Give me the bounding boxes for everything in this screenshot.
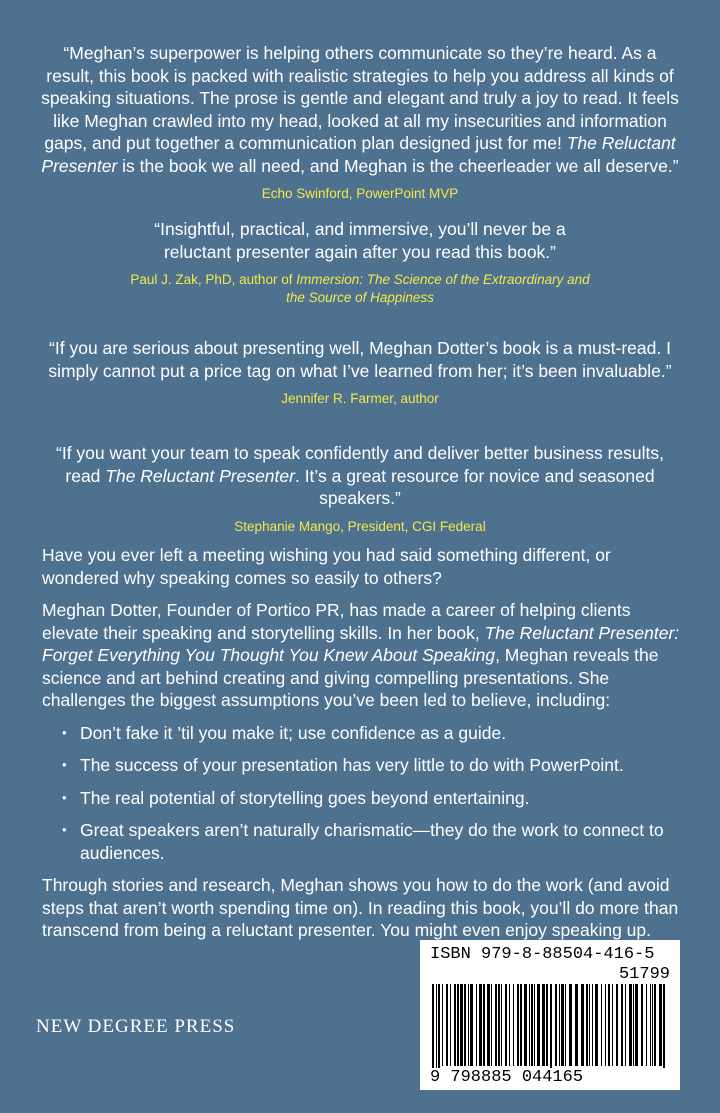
isbn-barcode: [420, 940, 680, 1090]
barcode-bar: [509, 984, 510, 1066]
barcode-bar: [561, 984, 564, 1066]
barcode-bar: [565, 984, 566, 1066]
barcode-bar: [652, 984, 653, 1066]
barcode-bar: [491, 984, 492, 1066]
barcode-bar: [438, 984, 440, 1072]
barcode-bar: [432, 984, 434, 1072]
assumptions-list: [42, 722, 682, 865]
barcode-bar: [470, 984, 473, 1066]
barcode-bar: [498, 984, 500, 1066]
bullet-icon: •: [62, 757, 67, 772]
barcode-bar: [650, 984, 651, 1066]
barcode-bar: [625, 984, 626, 1066]
bullet-icon: •: [62, 822, 67, 837]
barcode-bar: [446, 984, 448, 1066]
barcode-bar: [468, 984, 469, 1066]
price-code: 51799: [618, 965, 670, 984]
barcode-bar: [646, 984, 647, 1066]
barcode-bar: [559, 984, 560, 1066]
barcode-bar: [569, 984, 572, 1066]
quote-stephanie-mango: [40, 442, 680, 536]
quote-echo-swinford: [40, 42, 680, 203]
quote-attribution: Echo Swinford, PowerPoint MVP: [261, 186, 459, 201]
barcode-bar: [495, 984, 497, 1066]
barcode-bar: [550, 984, 552, 1072]
barcode-bar: [633, 984, 634, 1066]
barcode-bar: [436, 984, 437, 1072]
barcode-bar: [641, 984, 643, 1066]
quote-text: “Meghan’s superpower is helping others communicate so they’re heard. As a result, this book is packed with realistic strategies to help you address all kinds of speaking situations. The prose is gentle and elegant and truly a joy to read. It feels like Meghan crawled into my head, looked at all my insecurities and information gaps, and put together a communication plan designed just for me! The Reluctant Presenter is the book we all need, and Meghan is the cheerleader we all deserve.”: [41, 43, 679, 176]
list-item: • The success of your presentation has very little to do with PowerPoint.: [62, 755, 624, 775]
barcode-bar: [612, 984, 613, 1066]
barcode-bar: [663, 984, 665, 1072]
barcode-bar: [542, 984, 545, 1066]
bullet-icon: •: [62, 789, 67, 805]
barcode-bar: [460, 984, 463, 1066]
barcode-bar: [581, 984, 584, 1066]
barcode-bar: [520, 984, 522, 1066]
ean-digits: 9 798885 044165: [430, 1068, 670, 1087]
quote-text: “If you want your team to speak confidently and deliver better business results, read The Reluctant Presenter. It’s a great resource for novice and seasoned speakers.”: [56, 443, 664, 508]
barcode-bar: [529, 984, 530, 1066]
description-closing: Through stories and research, Meghan shows you how to do the work (and avoid steps that aren’t worth spending time on). In reading this book, you’ll do more than transcend from being a reluctant presenter. You might even enjoy speaking up.: [42, 875, 679, 940]
barcode-bar: [454, 984, 456, 1066]
barcode-bar: [654, 984, 656, 1066]
barcode-bar: [537, 984, 540, 1066]
publisher-logo: NEW DEGREE PRESS: [36, 1016, 236, 1037]
barcode-bar: [534, 984, 535, 1066]
list-item: • Don’t fake it ’til you make it; use confidence as a guide.: [62, 722, 507, 743]
barcode-bar: [575, 984, 578, 1066]
barcode-bar: [589, 984, 590, 1066]
quote-attribution: Jennifer R. Farmer, author: [281, 391, 439, 406]
barcode-bars: [430, 984, 670, 1072]
barcode-bar: [442, 984, 443, 1066]
barcode-bar: [464, 984, 466, 1066]
barcode-bar: [629, 984, 632, 1066]
book-description: [42, 544, 682, 942]
quote-paul-zak: [130, 218, 590, 307]
barcode-bar: [487, 984, 490, 1066]
barcode-bar: [621, 984, 623, 1066]
barcode-bar: [605, 984, 606, 1066]
barcode-bar: [483, 984, 485, 1066]
barcode-bar: [517, 984, 519, 1066]
barcode-bar: [586, 984, 588, 1066]
isbn-number: ISBN 979-8-88504-416-5: [430, 945, 655, 964]
barcode-bar: [595, 984, 598, 1066]
barcode-bar: [524, 984, 527, 1066]
list-item: • Great speakers aren’t naturally charismatic—they do the work to connect to audiences.: [62, 820, 664, 863]
quote-attribution: Stephanie Mango, President, CGI Federal: [234, 518, 486, 534]
barcode-bar: [505, 984, 507, 1066]
barcode-bar: [555, 984, 557, 1066]
barcode-bar: [592, 984, 593, 1066]
barcode-bar: [450, 984, 451, 1066]
barcode-bar: [457, 984, 459, 1066]
barcode-bar: [501, 984, 502, 1066]
quote-jennifer-farmer: [40, 337, 680, 408]
barcode-bar: [659, 984, 662, 1066]
barcode-bar: [476, 984, 477, 1066]
barcode-bar: [546, 984, 548, 1066]
quote-text: “If you are serious about presenting well, Meghan Dotter’s book is a must-read. I simply cannot put a price tag on what I’ve learned from her; it’s been invaluable.”: [48, 338, 672, 381]
bullet-icon: •: [62, 724, 67, 740]
barcode-bar: [608, 984, 610, 1066]
barcode-bar: [513, 984, 514, 1066]
barcode-bar: [531, 984, 533, 1066]
barcode-bar: [635, 984, 638, 1066]
description-intro: Have you ever left a meeting wishing you had said something different, or wondered why speaking comes so easily to others?: [42, 545, 611, 588]
barcode-bar: [616, 984, 618, 1066]
quote-text: “Insightful, practical, and immersive, you’ll never be a reluctant presenter again after you read this book.”: [154, 219, 566, 262]
quote-attribution: Paul J. Zak, PhD, author of Immersion: The Science of the Extraordinary and the Source of Happiness: [130, 272, 590, 305]
list-item: • The real potential of storytelling goes beyond entertaining.: [62, 787, 530, 808]
barcode-bar: [479, 984, 482, 1066]
description-author-bio: Meghan Dotter, Founder of Portico PR, has made a career of helping clients elevate their speaking and storytelling skills. In her book, The Reluctant Presenter: Forget Everything You Thought You Knew About Speaking, Meghan reveals the science and art behind creating and giving compelling presentations. She challenges the biggest assumptions you’ve been led to believe, including:: [42, 600, 680, 710]
barcode-bar: [601, 984, 602, 1066]
